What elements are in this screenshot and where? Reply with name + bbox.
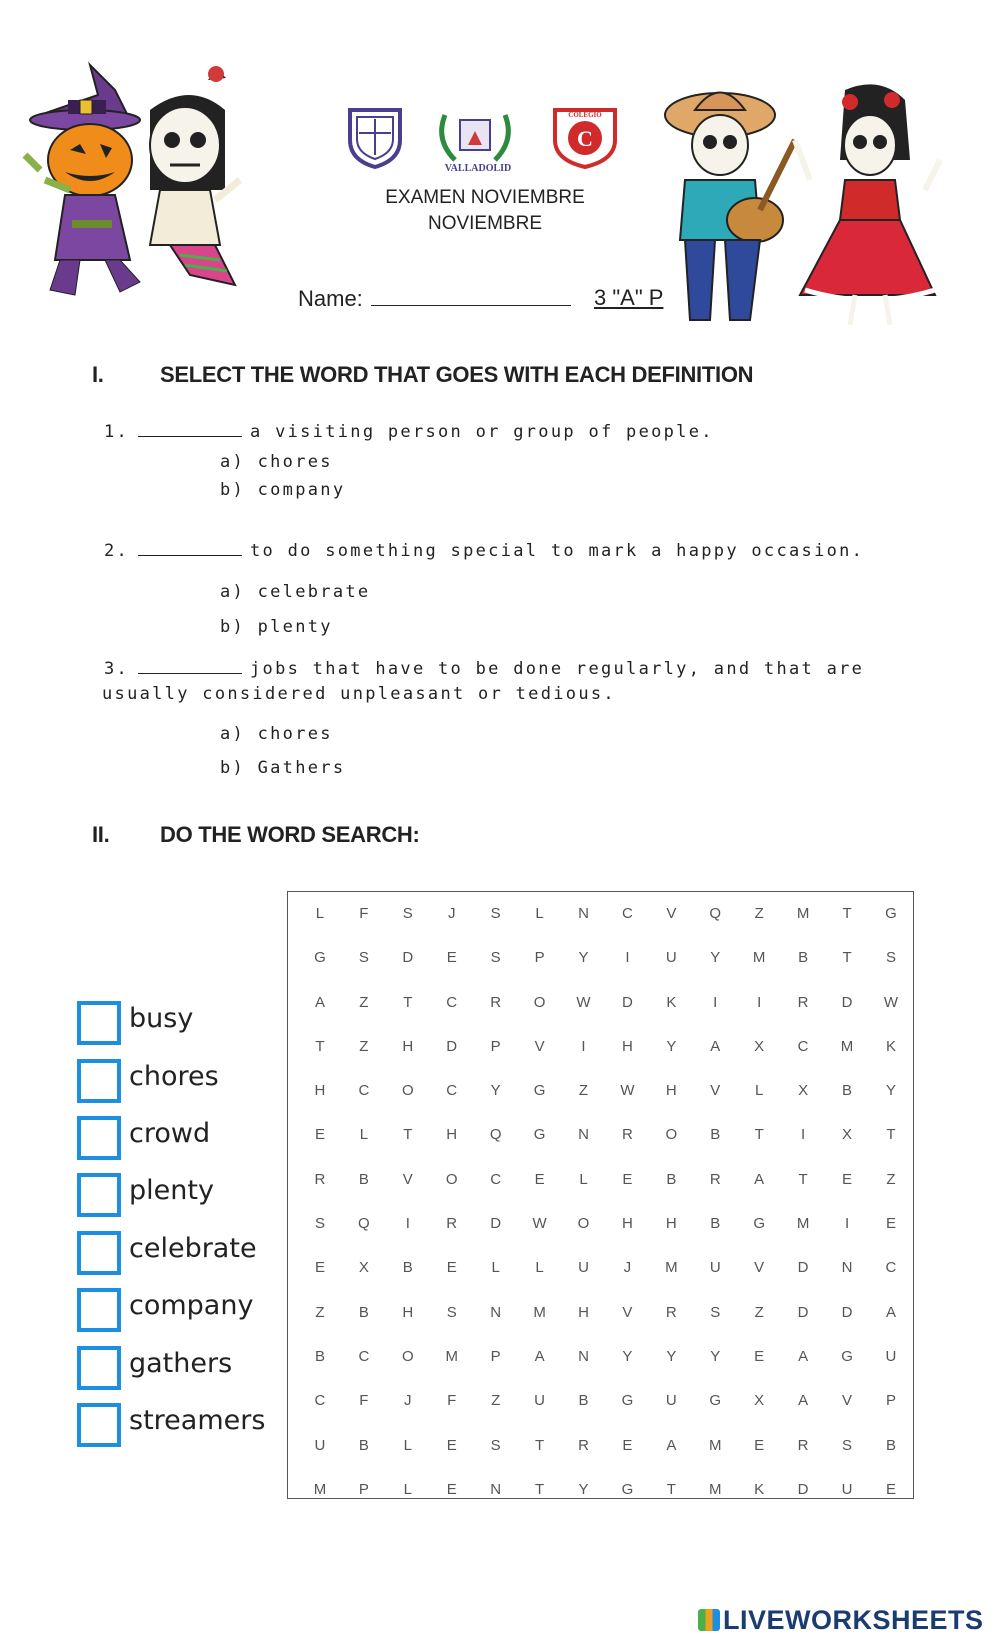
grid-cell[interactable]: H (578, 1303, 589, 1321)
grid-cell[interactable]: K (885, 1037, 896, 1055)
grid-cell[interactable]: N (490, 1480, 502, 1498)
group-label: 3 "A" P (594, 285, 664, 310)
grid-cell[interactable]: P (358, 1480, 369, 1498)
grid-cell[interactable]: E (842, 1170, 853, 1188)
grid-cell[interactable]: T (886, 1126, 896, 1144)
word-label: gathers (129, 1348, 233, 1379)
word-label: chores (129, 1061, 219, 1092)
exam-title-line1: EXAMEN NOVIEMBRE (385, 187, 585, 208)
grid-cell[interactable]: N (841, 1259, 853, 1277)
grid-cell[interactable]: J (404, 1392, 412, 1410)
grid-cell[interactable]: G (533, 1126, 546, 1144)
name-label: Name: (298, 286, 363, 311)
grid-cell[interactable]: E (446, 1480, 457, 1498)
section1-title (92, 362, 753, 388)
grid-cell[interactable]: X (754, 1037, 765, 1055)
grid-cell[interactable]: O (445, 1170, 458, 1188)
grid-cell[interactable]: X (358, 1259, 369, 1277)
question-1-number: 1. (104, 422, 130, 442)
grid-cell[interactable]: M (752, 949, 766, 967)
grid-row (288, 981, 913, 1025)
grid-row (288, 1202, 913, 1246)
grid-cell[interactable]: N (578, 1126, 589, 1144)
grid-cell[interactable]: V (622, 1303, 633, 1321)
grid-cell[interactable]: W (620, 1082, 635, 1100)
word-item-streamers[interactable] (77, 1403, 287, 1449)
grid-cell[interactable]: X (842, 1126, 853, 1144)
grid-cell[interactable]: P (534, 949, 545, 967)
grid-row (288, 1158, 913, 1202)
question-3-option-b[interactable]: b) Gathers (220, 758, 346, 778)
grid-cell[interactable]: J (447, 905, 456, 922)
grid-cell[interactable]: D (402, 949, 414, 967)
question-2-blank[interactable] (138, 541, 242, 556)
grid-cell[interactable]: T (403, 1126, 413, 1144)
question-2-text: to do something special to mark a happy occasion. (250, 541, 865, 561)
grid-cell[interactable]: Z (754, 1303, 764, 1321)
section2-title-text: DO THE WORD SEARCH: (160, 822, 420, 847)
grid-cell[interactable]: A (754, 1170, 765, 1188)
grid-cell[interactable]: M (665, 1259, 678, 1277)
word-item-gathers[interactable] (77, 1346, 287, 1392)
question-2-number: 2. (104, 541, 130, 561)
grid-cell[interactable]: A (314, 993, 325, 1011)
word-label: crowd (129, 1118, 211, 1149)
grid-cell[interactable]: E (446, 949, 457, 967)
grid-cell[interactable]: U (709, 1259, 721, 1277)
grid-cell[interactable]: T (754, 1126, 764, 1144)
grid-cell[interactable]: C (358, 1082, 370, 1100)
grid-cell[interactable]: B (358, 1303, 369, 1321)
grid-cell[interactable]: Y (666, 1037, 677, 1055)
grid-cell[interactable]: X (754, 1392, 765, 1410)
grid-cell[interactable]: D (841, 993, 853, 1011)
grid-cell[interactable]: U (885, 1347, 897, 1365)
grid-cell[interactable]: M (796, 905, 810, 922)
question-3-number: 3. (104, 659, 130, 679)
grid-cell[interactable]: V (842, 1392, 853, 1410)
grid-cell[interactable]: S (842, 1436, 853, 1454)
question-1-blank[interactable] (138, 422, 242, 437)
grid-cell[interactable]: L (403, 1480, 412, 1498)
grid-cell[interactable]: G (841, 1347, 853, 1365)
grid-cell[interactable]: P (885, 1392, 896, 1410)
question-2 (104, 541, 864, 561)
liveworksheets-logo (698, 1605, 984, 1636)
grid-cell[interactable]: A (666, 1436, 677, 1454)
grid-cell[interactable]: S (314, 1215, 325, 1233)
grid-cell[interactable]: S (490, 1436, 501, 1454)
grid-cell[interactable]: A (798, 1392, 809, 1410)
grid-cell[interactable]: V (754, 1259, 765, 1277)
grid-row (288, 1246, 913, 1290)
grid-row (288, 1291, 913, 1335)
grid-cell[interactable]: Z (491, 1392, 501, 1410)
grid-cell[interactable]: T (403, 993, 413, 1011)
grid-cell[interactable]: E (754, 1347, 765, 1365)
word-label: busy (129, 1003, 194, 1034)
word-item-celebrate[interactable] (77, 1231, 287, 1277)
question-3-option-a[interactable]: a) chores (220, 724, 333, 744)
grid-cell[interactable]: C (797, 1037, 809, 1055)
grid-cell[interactable]: H (665, 1082, 677, 1100)
grid-cell[interactable]: P (490, 1347, 501, 1365)
grid-cell[interactable]: E (754, 1436, 765, 1454)
grid-cell[interactable]: L (315, 905, 325, 922)
name-blank[interactable] (371, 285, 571, 306)
grid-cell[interactable]: H (621, 1215, 633, 1233)
grid-cell[interactable]: E (314, 1126, 325, 1144)
grid-cell[interactable]: F (447, 1392, 457, 1410)
question-3 (104, 659, 864, 679)
grid-row (288, 1113, 913, 1157)
grid-cell[interactable]: R (797, 993, 809, 1011)
word-checkbox[interactable] (77, 1173, 121, 1217)
grid-cell[interactable]: B (710, 1215, 721, 1233)
grid-cell[interactable]: O (401, 1082, 414, 1100)
grid-cell[interactable]: S (446, 1303, 457, 1321)
word-checkbox[interactable] (77, 1346, 121, 1390)
grid-cell[interactable]: E (622, 1170, 633, 1188)
grid-cell[interactable]: U (314, 1436, 326, 1454)
grid-cell[interactable]: B (578, 1392, 589, 1410)
grid-cell[interactable]: M (709, 1480, 722, 1498)
grid-cell[interactable]: U (534, 1392, 545, 1410)
word-item-busy[interactable] (77, 1001, 287, 1047)
grid-cell[interactable]: Y (578, 1480, 589, 1498)
grid-cell[interactable]: Y (710, 1347, 721, 1365)
grid-cell[interactable]: I (405, 1215, 410, 1233)
grid-cell[interactable]: E (885, 1215, 896, 1233)
grid-cell[interactable]: G (753, 1215, 766, 1233)
grid-row (288, 1025, 913, 1069)
grid-cell[interactable]: B (358, 1436, 369, 1454)
grid-cell[interactable]: F (359, 905, 369, 922)
grid-cell[interactable]: R (490, 993, 502, 1011)
grid-cell[interactable]: M (445, 1347, 458, 1365)
grid-cell[interactable]: Y (490, 1082, 501, 1100)
grid-cell[interactable]: S (885, 949, 896, 967)
grid-cell[interactable]: B (358, 1170, 369, 1188)
grid-cell[interactable]: Z (359, 993, 369, 1011)
grid-cell[interactable]: L (535, 1259, 544, 1277)
grid-cell[interactable]: A (798, 1347, 809, 1365)
grid-cell[interactable]: D (490, 1215, 502, 1233)
grid-cell[interactable]: E (446, 1259, 457, 1277)
question-2-option-b[interactable]: b) plenty (220, 617, 333, 637)
grid-cell[interactable]: Q (489, 1126, 502, 1144)
grid-cell[interactable]: H (402, 1037, 414, 1055)
grid-cell[interactable]: Y (622, 1347, 633, 1365)
section1-roman: I. (92, 362, 104, 387)
valladolid-logo-text: VALLADOLID (444, 163, 512, 174)
grid-cell[interactable]: I (625, 949, 630, 967)
grid-row (288, 1335, 913, 1379)
section2-roman: II. (92, 822, 110, 847)
word-checkbox[interactable] (77, 1116, 121, 1160)
grid-cell[interactable]: T (842, 905, 852, 922)
grid-cell[interactable]: Q (709, 905, 722, 922)
grid-cell[interactable]: G (621, 1392, 634, 1410)
grid-cell[interactable]: V (534, 1037, 545, 1055)
grid-cell[interactable]: Y (666, 1347, 677, 1365)
grid-row (288, 1379, 913, 1423)
word-checkbox[interactable] (77, 1001, 121, 1045)
grid-cell[interactable]: I (713, 993, 718, 1011)
grid-cell[interactable]: L (359, 1126, 369, 1144)
word-search-grid[interactable] (287, 891, 914, 1499)
question-1 (104, 422, 714, 442)
grid-cell[interactable]: N (578, 905, 589, 922)
grid-cell[interactable]: A (534, 1347, 545, 1365)
grid-cell[interactable]: I (801, 1126, 806, 1144)
question-3-blank[interactable] (138, 659, 242, 674)
question-2-option-a[interactable]: a) celebrate (220, 582, 371, 602)
grid-cell[interactable]: S (710, 1303, 721, 1321)
word-checkbox[interactable] (77, 1231, 121, 1275)
grid-cell[interactable]: D (841, 1303, 853, 1321)
grid-cell[interactable]: C (490, 1170, 502, 1188)
grid-cell[interactable]: U (578, 1259, 589, 1277)
grid-cell[interactable]: G (621, 1480, 634, 1498)
grid-cell[interactable]: C (314, 1392, 326, 1410)
grid-cell[interactable]: Y (885, 1082, 896, 1100)
grid-cell[interactable]: E (314, 1259, 325, 1277)
grid-cell[interactable]: B (842, 1082, 853, 1100)
dia-de-muertos-couple-illustration (660, 80, 950, 340)
grid-cell[interactable]: R (314, 1170, 326, 1188)
grid-cell[interactable]: X (798, 1082, 809, 1100)
question-3-text: jobs that have to be done regularly, and that are (250, 659, 865, 679)
grid-cell[interactable]: W (883, 993, 899, 1011)
grid-cell[interactable]: D (621, 993, 633, 1011)
grid-cell[interactable]: S (490, 949, 501, 967)
grid-cell[interactable]: T (666, 1480, 676, 1498)
liveworksheets-text: LIVEWORKSHEETS (723, 1605, 984, 1635)
section2-title (92, 822, 420, 848)
grid-cell[interactable]: I (757, 993, 762, 1011)
svg-text:C: C (577, 126, 593, 151)
grid-cell[interactable]: M (796, 1215, 810, 1233)
grid-cell[interactable]: H (402, 1303, 414, 1321)
grid-cell[interactable]: D (446, 1037, 458, 1055)
question-3-text-cont: usually considered unpleasant or tedious. (102, 684, 616, 704)
shield-logo (345, 105, 405, 170)
exam-title-line2: NOVIEMBRE (427, 213, 543, 234)
word-item-crowd[interactable] (77, 1116, 287, 1162)
liveworksheets-icon (698, 1609, 720, 1631)
grid-cell[interactable]: S (358, 949, 369, 967)
word-item-plenty[interactable] (77, 1173, 287, 1219)
grid-cell[interactable]: V (402, 1170, 413, 1188)
grid-cell[interactable]: B (798, 949, 809, 967)
grid-cell[interactable]: Z (886, 1170, 896, 1188)
grid-cell[interactable]: T (534, 1480, 545, 1498)
grid-cell[interactable]: P (490, 1037, 501, 1055)
grid-cell[interactable]: D (797, 1480, 809, 1498)
grid-cell[interactable]: T (315, 1037, 325, 1055)
grid-cell[interactable]: G (885, 905, 897, 922)
grid-cell[interactable]: A (885, 1303, 896, 1321)
word-label: plenty (129, 1175, 214, 1206)
grid-cell[interactable]: C (446, 1082, 458, 1100)
grid-cell[interactable]: I (844, 1215, 850, 1233)
grid-cell[interactable]: U (841, 1480, 853, 1498)
grid-cell[interactable]: Y (578, 949, 589, 967)
grid-cell[interactable]: L (755, 1082, 764, 1100)
grid-cell[interactable]: C (358, 1347, 370, 1365)
grid-cell[interactable]: W (532, 1215, 547, 1233)
grid-cell[interactable]: Z (359, 1037, 369, 1055)
grid-cell[interactable]: Q (358, 1215, 370, 1233)
grid-cell[interactable]: S (490, 905, 501, 922)
grid-cell[interactable]: Z (754, 905, 764, 922)
grid-cell[interactable]: R (709, 1170, 721, 1188)
grid-cell[interactable]: S (402, 905, 413, 922)
grid-cell[interactable]: O (577, 1215, 590, 1233)
grid-cell[interactable]: O (401, 1347, 414, 1365)
grid-cell[interactable]: Y (710, 949, 721, 967)
grid-cell[interactable]: M (709, 1436, 722, 1454)
grid-cell[interactable]: L (491, 1259, 500, 1277)
grid-cell[interactable]: T (842, 949, 852, 967)
grid-row (288, 892, 913, 936)
halloween-characters-illustration (20, 60, 260, 310)
grid-cell[interactable]: N (578, 1347, 589, 1365)
grid-cell[interactable]: L (535, 905, 544, 922)
colegio-logo-text: COLEGIO (568, 111, 602, 119)
grid-cell[interactable]: L (579, 1170, 588, 1188)
grid-cell[interactable]: M (313, 1480, 327, 1498)
word-checkbox[interactable] (77, 1403, 121, 1447)
word-label: celebrate (129, 1233, 257, 1264)
grid-row (288, 936, 913, 980)
section1-title-text: SELECT THE WORD THAT GOES WITH EACH DEFINITION (160, 362, 754, 387)
grid-cell[interactable]: F (359, 1392, 369, 1410)
grid-cell[interactable]: T (534, 1436, 545, 1454)
grid-cell[interactable]: H (446, 1126, 458, 1144)
grid-row (288, 1424, 913, 1468)
grid-cell[interactable]: B (710, 1126, 721, 1144)
word-item-company[interactable] (77, 1288, 287, 1334)
grid-cell[interactable]: H (665, 1215, 677, 1233)
question-1-option-a[interactable]: a) chores (220, 452, 333, 472)
name-field[interactable] (298, 285, 571, 312)
grid-cell[interactable]: K (754, 1480, 765, 1498)
grid-cell[interactable]: D (797, 1303, 809, 1321)
grid-cell[interactable]: C (621, 905, 633, 922)
grid-cell[interactable]: R (797, 1436, 809, 1454)
word-label: company (129, 1290, 254, 1321)
grid-cell[interactable]: G (709, 1392, 722, 1410)
grid-cell[interactable]: R (446, 1215, 458, 1233)
grid-row (288, 1069, 913, 1113)
grid-cell[interactable]: K (666, 993, 677, 1011)
grid-cell[interactable]: G (533, 1082, 546, 1100)
grid-cell[interactable]: G (314, 949, 326, 967)
grid-row (288, 1468, 913, 1512)
grid-cell[interactable]: B (402, 1259, 413, 1277)
word-item-chores[interactable] (77, 1059, 287, 1105)
grid-cell[interactable]: A (710, 1037, 721, 1055)
grid-cell[interactable]: Z (315, 1303, 325, 1321)
grid-cell[interactable]: U (665, 949, 677, 967)
grid-cell[interactable]: D (797, 1259, 809, 1277)
word-checkbox[interactable] (77, 1288, 121, 1332)
exam-title (340, 185, 630, 237)
grid-cell[interactable]: B (666, 1170, 677, 1188)
grid-cell[interactable]: T (798, 1170, 808, 1188)
grid-cell[interactable]: H (621, 1037, 633, 1055)
grid-cell[interactable]: H (314, 1082, 326, 1100)
grid-cell[interactable]: E (534, 1170, 545, 1188)
grid-cell[interactable]: R (665, 1303, 677, 1321)
grid-cell[interactable]: R (578, 1436, 589, 1454)
grid-cell[interactable]: V (666, 905, 677, 922)
grid-cell[interactable]: M (533, 1303, 546, 1321)
word-checkbox[interactable] (77, 1059, 121, 1103)
grid-cell[interactable]: M (840, 1037, 854, 1055)
grid-cell[interactable]: V (710, 1082, 721, 1100)
grid-cell[interactable]: B (314, 1347, 325, 1365)
school-logos (345, 105, 625, 175)
question-1-option-b[interactable]: b) company (220, 480, 346, 500)
question-1-text: a visiting person or group of people. (250, 422, 714, 442)
grid-cell[interactable]: J (623, 1259, 632, 1277)
grid-cell[interactable]: C (446, 993, 458, 1011)
grid-cell[interactable]: B (885, 1436, 896, 1454)
grid-cell[interactable]: U (665, 1392, 677, 1410)
grid-cell[interactable]: W (576, 993, 591, 1011)
grid-cell[interactable]: L (403, 1436, 412, 1454)
grid-cell[interactable]: C (885, 1259, 897, 1277)
word-label: streamers (129, 1405, 266, 1436)
grid-cell[interactable]: O (533, 993, 546, 1011)
grid-cell[interactable]: R (621, 1126, 633, 1144)
grid-cell[interactable]: N (490, 1303, 502, 1321)
grid-cell[interactable]: I (581, 1037, 586, 1055)
grid-cell[interactable]: Z (578, 1082, 589, 1100)
grid-cell[interactable]: O (665, 1126, 678, 1144)
grid-cell[interactable]: E (446, 1436, 457, 1454)
grid-cell[interactable]: E (885, 1480, 896, 1498)
grid-cell[interactable]: E (622, 1436, 633, 1454)
